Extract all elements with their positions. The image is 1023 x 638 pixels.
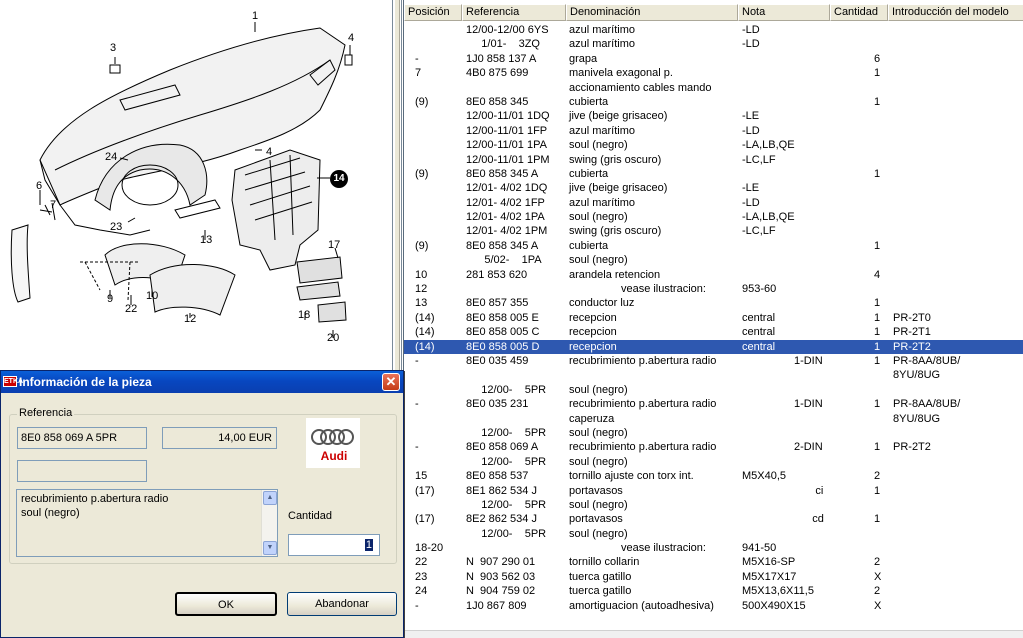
- cell-nota: ci: [742, 484, 824, 497]
- cell-referencia: 8E0 857 355: [466, 297, 529, 310]
- description-scrollbar[interactable]: [261, 490, 277, 556]
- cell-referencia: 8E0 858 345: [466, 95, 529, 108]
- table-row[interactable]: [404, 455, 1023, 469]
- column-header-cantidad[interactable]: Cantidad: [830, 4, 888, 21]
- dialog-title: Información de la pieza: [19, 375, 152, 389]
- callout-6: 6: [36, 180, 43, 192]
- cell-cantidad: 1: [874, 340, 881, 353]
- cell-cantidad: X: [874, 599, 882, 612]
- table-row[interactable]: [404, 253, 1023, 267]
- cell-denominacion: portavasos: [569, 513, 623, 526]
- table-row[interactable]: [404, 138, 1023, 152]
- cell-nota: -LD: [742, 196, 760, 209]
- cell-cantidad: 1: [874, 354, 881, 367]
- table-row[interactable]: [404, 584, 1023, 598]
- cell-referencia: 12/01- 4/02 1FP: [466, 196, 545, 209]
- cell-denominacion: grapa: [569, 52, 598, 65]
- cell-nota: -LA,LB,QE: [742, 139, 795, 152]
- cell-referencia: 12/00- 5PR: [466, 383, 547, 396]
- cell-denominacion: soul (negro): [569, 527, 628, 540]
- cell-nota: M5X13,6X11,5: [742, 585, 814, 598]
- cell-cantidad: 2: [874, 556, 881, 569]
- cell-referencia: 12/01- 4/02 1DQ: [466, 182, 548, 195]
- table-row[interactable]: [404, 484, 1023, 498]
- horizontal-scrollbar[interactable]: [404, 630, 1023, 638]
- cell-posicion: 23: [415, 570, 428, 583]
- cell-posicion: (14): [415, 340, 435, 353]
- cell-referencia: N 907 290 01: [466, 556, 536, 569]
- quantity-label: Cantidad: [288, 510, 333, 522]
- cell-nota: -LD: [742, 38, 760, 51]
- cell-denominacion: cubierta: [569, 239, 609, 252]
- cell-posicion: -: [415, 599, 419, 612]
- cell-introduccion: PR-8AA/8UB/: [893, 398, 961, 411]
- column-header-introduccion[interactable]: Introducción del modelo: [888, 4, 1023, 21]
- table-row[interactable]: [404, 354, 1023, 368]
- cell-posicion: (17): [415, 484, 435, 497]
- cell-denominacion: amortiguacion (autoadhesiva): [569, 599, 714, 612]
- table-row[interactable]: [404, 268, 1023, 282]
- cell-denominacion: recubrimiento p.abertura radio: [569, 398, 717, 411]
- table-row[interactable]: [404, 196, 1023, 210]
- cell-posicion: (14): [415, 311, 435, 324]
- cell-cantidad: 2: [874, 585, 881, 598]
- cell-denominacion: accionamiento cables mando: [569, 81, 712, 94]
- cell-referencia: 12/00- 5PR: [466, 455, 547, 468]
- cell-nota: 2-DIN: [742, 441, 823, 454]
- cell-denominacion: vease ilustracion:: [569, 542, 706, 555]
- part-info-dialog: [0, 370, 404, 638]
- callout-12: 12: [184, 313, 197, 325]
- cell-referencia: 8E2 862 534 J: [466, 513, 537, 526]
- cell-denominacion: azul marítimo: [569, 24, 636, 36]
- cell-referencia: 12/00-11/01 1PA: [466, 139, 547, 152]
- cell-posicion: (14): [415, 326, 435, 339]
- table-row[interactable]: [404, 124, 1023, 138]
- table-row[interactable]: [404, 224, 1023, 238]
- table-row[interactable]: [404, 239, 1023, 253]
- table-row[interactable]: [404, 66, 1023, 80]
- cell-denominacion: arandela retencion: [569, 268, 661, 281]
- cell-referencia: 8E0 858 345 A: [466, 167, 539, 180]
- extra-field: [17, 460, 147, 482]
- cell-posicion: 13: [415, 297, 428, 310]
- cell-denominacion: vease ilustracion:: [569, 283, 706, 296]
- table-row[interactable]: [404, 555, 1023, 569]
- cell-denominacion: soul (negro): [569, 139, 628, 152]
- cell-nota: -LD: [742, 124, 760, 137]
- table-row[interactable]: [404, 325, 1023, 339]
- table-row[interactable]: [404, 426, 1023, 440]
- table-row[interactable]: [404, 440, 1023, 454]
- cell-referencia: 12/00- 5PR: [466, 527, 547, 540]
- app-icon: ETKA: [4, 378, 24, 385]
- cell-referencia: N 903 562 03: [466, 570, 536, 583]
- cell-posicion: -: [415, 398, 419, 411]
- cell-introduccion: PR-2T1: [893, 326, 931, 339]
- description-text: recubrimiento p.abertura radio soul (negro): [21, 493, 169, 519]
- cell-posicion: -: [415, 441, 419, 454]
- cell-referencia: 8E1 862 534 J: [466, 484, 537, 497]
- description-box[interactable]: [16, 489, 278, 557]
- cell-nota: -LA,LB,QE: [742, 211, 795, 224]
- cell-denominacion: tornillo ajuste con torx int.: [569, 470, 694, 483]
- callout-24: 24: [105, 151, 118, 163]
- cell-referencia: 5/02- 1PA: [466, 254, 542, 267]
- cell-cantidad: 6: [874, 52, 881, 65]
- cell-cantidad: 2: [874, 470, 881, 483]
- cell-nota: -LC,LF: [742, 225, 776, 238]
- ok-button[interactable]: OK: [175, 592, 277, 616]
- cell-introduccion: PR-2T2: [893, 340, 931, 353]
- cell-referencia: 281 853 620: [466, 268, 528, 281]
- close-button[interactable]: ✕: [382, 373, 400, 391]
- cell-nota: central: [742, 311, 776, 324]
- table-row[interactable]: [404, 282, 1023, 296]
- table-row[interactable]: [404, 469, 1023, 483]
- cell-referencia: N 904 759 02: [466, 585, 536, 598]
- quantity-value: 1: [365, 539, 372, 551]
- callout-17: 17: [328, 239, 341, 251]
- column-header-denominacion[interactable]: Denominación: [566, 4, 738, 21]
- table-row[interactable]: [404, 109, 1023, 123]
- cell-introduccion: 8YU/8UG: [893, 369, 941, 382]
- cell-denominacion: azul marítimo: [569, 124, 636, 137]
- cell-posicion: 22: [415, 556, 428, 569]
- dialog-titlebar[interactable]: [1, 371, 403, 393]
- cell-referencia: 12/00-11/01 1FP: [466, 124, 548, 137]
- table-row[interactable]: [404, 412, 1023, 426]
- callout-14: 14: [330, 170, 348, 188]
- cell-nota: M5X16-SP: [742, 556, 796, 569]
- cell-cantidad: 1: [874, 167, 881, 180]
- reference-field: 8E0 858 069 A 5PR: [17, 427, 147, 449]
- cell-cantidad: 1: [874, 311, 881, 324]
- table-header: [404, 4, 1023, 21]
- cell-denominacion: portavasos: [569, 484, 623, 497]
- cell-referencia: 12/00-11/01 1DQ: [466, 110, 550, 123]
- cell-denominacion: recepcion: [569, 311, 617, 324]
- cell-referencia: 1J0 858 137 A: [466, 52, 537, 65]
- table-row[interactable]: [404, 181, 1023, 195]
- cell-denominacion: azul marítimo: [569, 38, 636, 51]
- callout-3: 3: [110, 42, 117, 54]
- table-row[interactable]: [404, 210, 1023, 224]
- cell-nota: 941-50: [742, 542, 777, 555]
- cell-nota: 1-DIN: [742, 354, 823, 367]
- table-row[interactable]: [404, 527, 1023, 541]
- cell-denominacion: tornillo collarin: [569, 556, 640, 569]
- cell-denominacion: jive (beige grisaceo): [569, 182, 668, 195]
- cell-denominacion: soul (negro): [569, 254, 628, 267]
- cell-cantidad: 1: [874, 484, 881, 497]
- cell-referencia: 8E0 858 345 A: [466, 239, 539, 252]
- table-row[interactable]: [404, 296, 1023, 310]
- cell-denominacion: soul (negro): [569, 383, 628, 396]
- cell-posicion: (9): [415, 95, 429, 108]
- cell-posicion: (9): [415, 167, 429, 180]
- cell-posicion: 18-20: [415, 542, 444, 555]
- cell-posicion: -: [415, 52, 419, 65]
- cell-referencia: 4B0 875 699: [466, 67, 529, 80]
- cell-cantidad: 1: [874, 239, 881, 252]
- cell-denominacion: cubierta: [569, 95, 609, 108]
- cell-referencia: 12/00-11/01 1PM: [466, 153, 550, 166]
- callout-20: 20: [327, 332, 340, 344]
- cell-referencia: 8E0 858 005 E: [466, 311, 539, 324]
- table-row[interactable]: [404, 383, 1023, 397]
- scroll-up-icon[interactable]: ▲: [263, 491, 277, 505]
- cell-denominacion: recepcion: [569, 326, 617, 339]
- cell-denominacion: recubrimiento p.abertura radio: [569, 441, 717, 454]
- cell-denominacion: cubierta: [569, 167, 609, 180]
- cell-posicion: 12: [415, 283, 428, 296]
- table-row[interactable]: [404, 599, 1023, 613]
- cell-nota: -LD: [742, 24, 760, 36]
- cell-denominacion: soul (negro): [569, 211, 628, 224]
- column-header-nota[interactable]: Nota: [738, 4, 830, 21]
- cell-referencia: 1J0 867 809: [466, 599, 527, 612]
- cell-referencia: 12/00-12/00 6YS: [466, 24, 549, 36]
- quantity-input[interactable]: [288, 534, 380, 556]
- callout-22: 22: [125, 303, 138, 315]
- callout-13: 13: [200, 234, 213, 246]
- table-row[interactable]: [404, 167, 1023, 181]
- callout-4: 4: [348, 32, 355, 44]
- cell-cantidad: 1: [874, 441, 881, 454]
- cell-referencia: 12/01- 4/02 1PA: [466, 211, 545, 224]
- cell-denominacion: jive (beige grisaceo): [569, 110, 668, 123]
- cell-nota: cd: [742, 513, 824, 526]
- cell-denominacion: tuerca gatillo: [569, 570, 632, 583]
- cell-denominacion: soul (negro): [569, 426, 628, 439]
- cell-introduccion: PR-2T0: [893, 311, 931, 324]
- cell-denominacion: conductor luz: [569, 297, 635, 310]
- audi-logo-text: Audi: [320, 449, 348, 463]
- table-row[interactable]: [404, 368, 1023, 382]
- cell-nota: M5X17X17: [742, 570, 797, 583]
- cell-referencia: 1/01- 3ZQ: [466, 38, 540, 51]
- cell-cantidad: 1: [874, 398, 881, 411]
- cell-nota: -LE: [742, 182, 760, 195]
- table-row[interactable]: [404, 512, 1023, 526]
- cell-cantidad: 1: [874, 297, 881, 310]
- table-row[interactable]: [404, 397, 1023, 411]
- cell-referencia: 12/01- 4/02 1PM: [466, 225, 548, 238]
- cell-cantidad: 1: [874, 95, 881, 108]
- table-row[interactable]: [404, 37, 1023, 51]
- cell-nota: 1-DIN: [742, 398, 823, 411]
- cell-referencia: 8E0 858 069 A: [466, 441, 539, 454]
- cell-posicion: (9): [415, 239, 429, 252]
- cell-denominacion: recubrimiento p.abertura radio: [569, 354, 717, 367]
- cell-referencia: 8E0 035 231: [466, 398, 529, 411]
- cell-denominacion: manivela exagonal p.: [569, 67, 673, 80]
- cell-nota: central: [742, 326, 776, 339]
- cell-cantidad: X: [874, 570, 882, 583]
- cell-denominacion: tuerca gatillo: [569, 585, 632, 598]
- table-row[interactable]: [404, 81, 1023, 95]
- cell-nota: 953-60: [742, 283, 777, 296]
- cell-denominacion: swing (gris oscuro): [569, 225, 662, 238]
- callout-9: 9: [107, 293, 114, 305]
- cell-denominacion: azul marítimo: [569, 196, 636, 209]
- audi-logo: [306, 418, 360, 468]
- price-field: 14,00 EUR: [162, 427, 277, 449]
- cell-posicion: 7: [415, 67, 422, 80]
- cell-nota: central: [742, 340, 776, 353]
- callout-4b: 4: [266, 146, 273, 158]
- callout-7: 7: [50, 199, 57, 211]
- cell-introduccion: PR-8AA/8UB/: [893, 354, 961, 367]
- cell-denominacion: soul (negro): [569, 498, 628, 511]
- callout-18: 18: [298, 309, 311, 321]
- cell-referencia: 12/00- 5PR: [466, 498, 547, 511]
- cell-referencia: 8E0 858 005 D: [466, 340, 540, 353]
- parts-table: [403, 0, 1023, 638]
- cell-referencia: 8E0 035 459: [466, 354, 529, 367]
- cell-nota: -LE: [742, 110, 760, 123]
- cell-referencia: 12/00- 5PR: [466, 426, 547, 439]
- column-header-referencia[interactable]: Referencia: [462, 4, 566, 21]
- table-row[interactable]: [404, 153, 1023, 167]
- group-label: Referencia: [19, 407, 73, 419]
- cell-referencia: 8E0 858 537: [466, 470, 529, 483]
- callout-1: 1: [252, 10, 259, 22]
- cell-denominacion: caperuza: [569, 412, 615, 425]
- callout-10: 10: [146, 290, 159, 302]
- column-header-posicion[interactable]: Posición: [404, 4, 462, 21]
- table-row[interactable]: [404, 498, 1023, 512]
- cell-cantidad: 1: [874, 326, 881, 339]
- cell-nota: M5X40,5: [742, 470, 787, 483]
- table-row[interactable]: [404, 52, 1023, 66]
- cell-cantidad: 1: [874, 513, 881, 526]
- table-row[interactable]: [404, 340, 1023, 354]
- cell-nota: 500X490X15: [742, 599, 806, 612]
- scroll-down-icon[interactable]: ▼: [263, 541, 277, 555]
- table-row[interactable]: [404, 95, 1023, 109]
- cell-introduccion: PR-2T2: [893, 441, 931, 454]
- table-row[interactable]: [404, 570, 1023, 584]
- cell-cantidad: 1: [874, 67, 881, 80]
- cell-denominacion: soul (negro): [569, 455, 628, 468]
- callout-23: 23: [110, 221, 123, 233]
- cell-denominacion: swing (gris oscuro): [569, 153, 662, 166]
- cell-posicion: (17): [415, 513, 435, 526]
- cell-nota: -LC,LF: [742, 153, 776, 166]
- cell-posicion: -: [415, 354, 419, 367]
- cell-denominacion: recepcion: [569, 340, 617, 353]
- table-row[interactable]: [404, 23, 1023, 37]
- cell-posicion: 15: [415, 470, 428, 483]
- table-row[interactable]: [404, 541, 1023, 555]
- cell-introduccion: 8YU/8UG: [893, 412, 941, 425]
- cancel-button[interactable]: Abandonar: [287, 592, 397, 616]
- table-body: [404, 23, 1023, 613]
- cell-posicion: 10: [415, 268, 428, 281]
- cell-cantidad: 4: [874, 268, 881, 281]
- cell-referencia: 8E0 858 005 C: [466, 326, 540, 339]
- table-row[interactable]: [404, 311, 1023, 325]
- parts-diagram: [0, 0, 392, 365]
- cell-posicion: 24: [415, 585, 428, 598]
